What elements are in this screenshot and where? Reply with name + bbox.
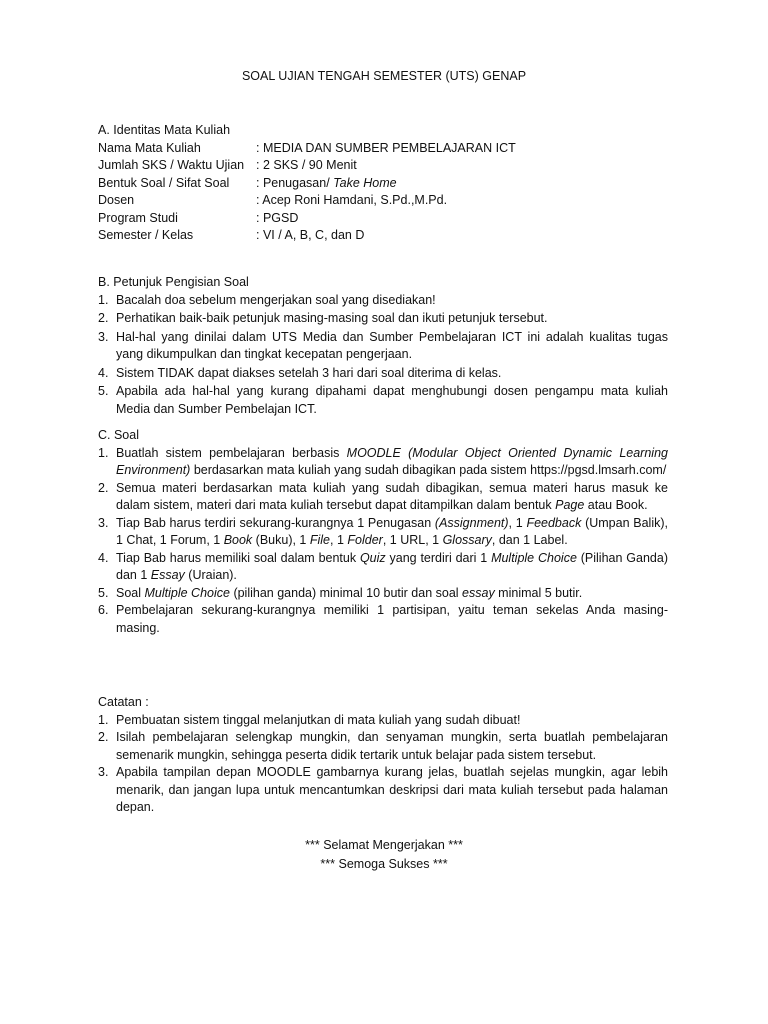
text-run: (Buku), 1 [252,533,310,547]
identity-value: : VI / A, B, C, dan D [256,228,365,242]
list-number: 5. [98,384,109,398]
identity-value: : PGSD [256,210,299,225]
italic-run: Feedback [526,515,582,530]
text-run: , 1 URL, 1 [382,533,443,547]
closing-line-1: *** Selamat Mengerjakan *** [305,838,463,852]
section-identity [98,122,668,245]
list-item [98,292,668,310]
list-item-text: Pembuatan sistem tinggal melanjutkan di mata kuliah yang sudah dibuat! [116,712,521,727]
identity-value: : MEDIA DAN SUMBER PEMBELAJARAN ICT [256,140,516,155]
text-run: Buatlah sistem pembelajaran berbasis [116,445,347,460]
list-item [98,365,668,383]
list-item-text: Apabila tampilan depan MOODLE gambarnya kurang jelas, buatlah sejelas mungkin, agar lebih menarik, dan jangan lupa untuk mencantumkan deskripsi dari mata kuliah tersebut pada halaman depan. [116,765,668,814]
list-number: 2. [98,311,109,325]
italic-run: Quiz [359,550,386,565]
identity-row-course [98,140,668,158]
text-run: Semua materi berdasarkan mata kuliah yang sudah dibagikan, semua materi harus masuk ke dalam sistem, materi dari mata kuliah tersebut dapat ditampilkan dalam bentuk [116,480,668,512]
list-number: 4. [98,365,109,380]
questions-list [98,445,668,638]
identity-row-semester [98,227,668,245]
italic-run: Essay [150,568,185,582]
list-number: 1. [98,445,109,460]
notes-list [98,712,668,817]
list-item [98,310,668,328]
list-number: 6. [98,603,109,617]
identity-label: Semester / Kelas [98,228,194,242]
list-number: 1. [98,712,109,727]
list-item-text: Bacalah doa sebelum mengerjakan soal yang disediakan! [116,292,436,307]
section-identity-heading: A. Identitas Mata Kuliah [98,123,231,137]
list-number: 1. [98,292,109,307]
identity-label: Program Studi [98,210,178,225]
section-notes [98,694,668,817]
text-run: , dan 1 Label. [491,533,568,547]
list-number: 3. [98,515,109,530]
list-number: 3. [98,329,109,344]
identity-label: Bentuk Soal / Sifat Soal [98,175,230,190]
text-run: Tiap Bab harus memiliki soal dalam bentuk [116,550,360,565]
text-run: atau Book. [584,498,648,512]
identity-value [256,175,668,193]
list-item [98,383,668,418]
identity-value: : Acep Roni Hamdani, S.Pd.,M.Pd. [256,193,448,207]
list-item-text: Hal-hal yang dinilai dalam UTS Media dan Sumber Pembelajaran ICT ini adalah kualitas tugas yang dikumpulkan dan tingkat kecepatan pengerjaan. [116,329,668,361]
list-number: 4. [98,550,109,565]
list-item [98,764,668,817]
italic-run: Multiple Choice [491,550,577,565]
italic-run: Folder [347,533,383,547]
italic-run: Book [223,533,253,547]
italic-run: MOODLE (Modular Object Oriented Dynamic Learning Environment) [116,445,668,477]
closing-line-2: *** Semoga Sukses *** [320,857,448,871]
instructions-list [98,292,668,419]
identity-label: Jumlah SKS / Waktu Ujian [98,158,245,172]
section-questions [98,427,668,637]
italic-run: essay [462,585,495,600]
text-run: minimal 5 butir. [494,585,583,600]
list-item [98,550,668,585]
list-number: 5. [98,585,109,600]
list-item-text: Isilah pembelajaran selengkap mungkin, dan senyaman mungkin, serta buatlah pembelajaran semenarik mungkin, sehingga peserta didik tertarik untuk belajar pada sistem tersebut. [116,730,668,762]
section-notes-heading: Catatan : [98,695,149,709]
text-run: , 1 [330,533,348,547]
identity-row-format [98,175,668,193]
identity-row-credits [98,157,668,175]
document-title: SOAL UJIAN TENGAH SEMESTER (UTS) GENAP [241,69,527,83]
list-item [98,712,668,730]
identity-value-text: : Penugasan/ [256,175,334,190]
list-item [98,515,668,550]
list-item [98,480,668,515]
identity-value: : 2 SKS / 90 Menit [256,158,357,172]
list-number: 3. [98,765,109,779]
list-item-text: Sistem TIDAK dapat diakses setelah 3 hari dari soal diterima di kelas. [116,365,502,380]
text-run: yang terdiri dari 1 [385,550,492,565]
text-run: (Umpan Balik), 1 Chat, 1 Forum, 1 [116,515,668,547]
identity-value-italic: Take Home [333,175,397,190]
list-item-text: Perhatikan baik-baik petunjuk masing-masing soal dan ikuti petunjuk tersebut. [116,311,548,325]
text-run: (Uraian). [184,568,237,582]
identity-row-program [98,210,668,228]
closing-message [0,836,768,874]
list-item [98,602,668,637]
text-run: (pilihan ganda) minimal 10 butir dan soal [229,585,463,600]
identity-label: Nama Mata Kuliah [98,140,201,155]
section-questions-heading: C. Soal [98,428,139,442]
identity-row-lecturer [98,192,668,210]
italic-run: Multiple Choice [144,585,230,600]
section-instructions [98,274,668,419]
italic-run: Glossary [442,533,492,547]
italic-run: File [309,533,331,547]
section-instructions-heading: B. Petunjuk Pengisian Soal [98,275,249,289]
italic-run: (Assignment) [434,515,509,530]
list-item [98,729,668,764]
italic-run: Page [555,498,585,512]
text-run: (Pilihan Ganda) dan 1 [116,550,668,582]
text-run: berdasarkan mata kuliah yang sudah dibagikan pada sistem https://pgsd.lmsarh.com/ [190,463,667,477]
list-number: 2. [98,730,109,744]
list-item-text: Apabila ada hal-hal yang kurang dipahami dapat menghubungi dosen pengampu mata kuliah Media dan Sumber Pembelajan ICT. [116,384,668,416]
list-number: 2. [98,480,109,495]
text-run: Tiap Bab harus terdiri sekurang-kurangnya 1 Penugasan [116,515,435,530]
list-item-text: Pembelajaran sekurang-kurangnya memiliki 1 partisipan, yaitu teman sekelas Anda masing-masing. [116,603,668,635]
list-item [98,585,668,603]
text-run: Soal [116,585,145,600]
text-run: , 1 [508,515,527,530]
identity-label: Dosen [98,193,135,207]
list-item [98,329,668,364]
list-item [98,445,668,480]
